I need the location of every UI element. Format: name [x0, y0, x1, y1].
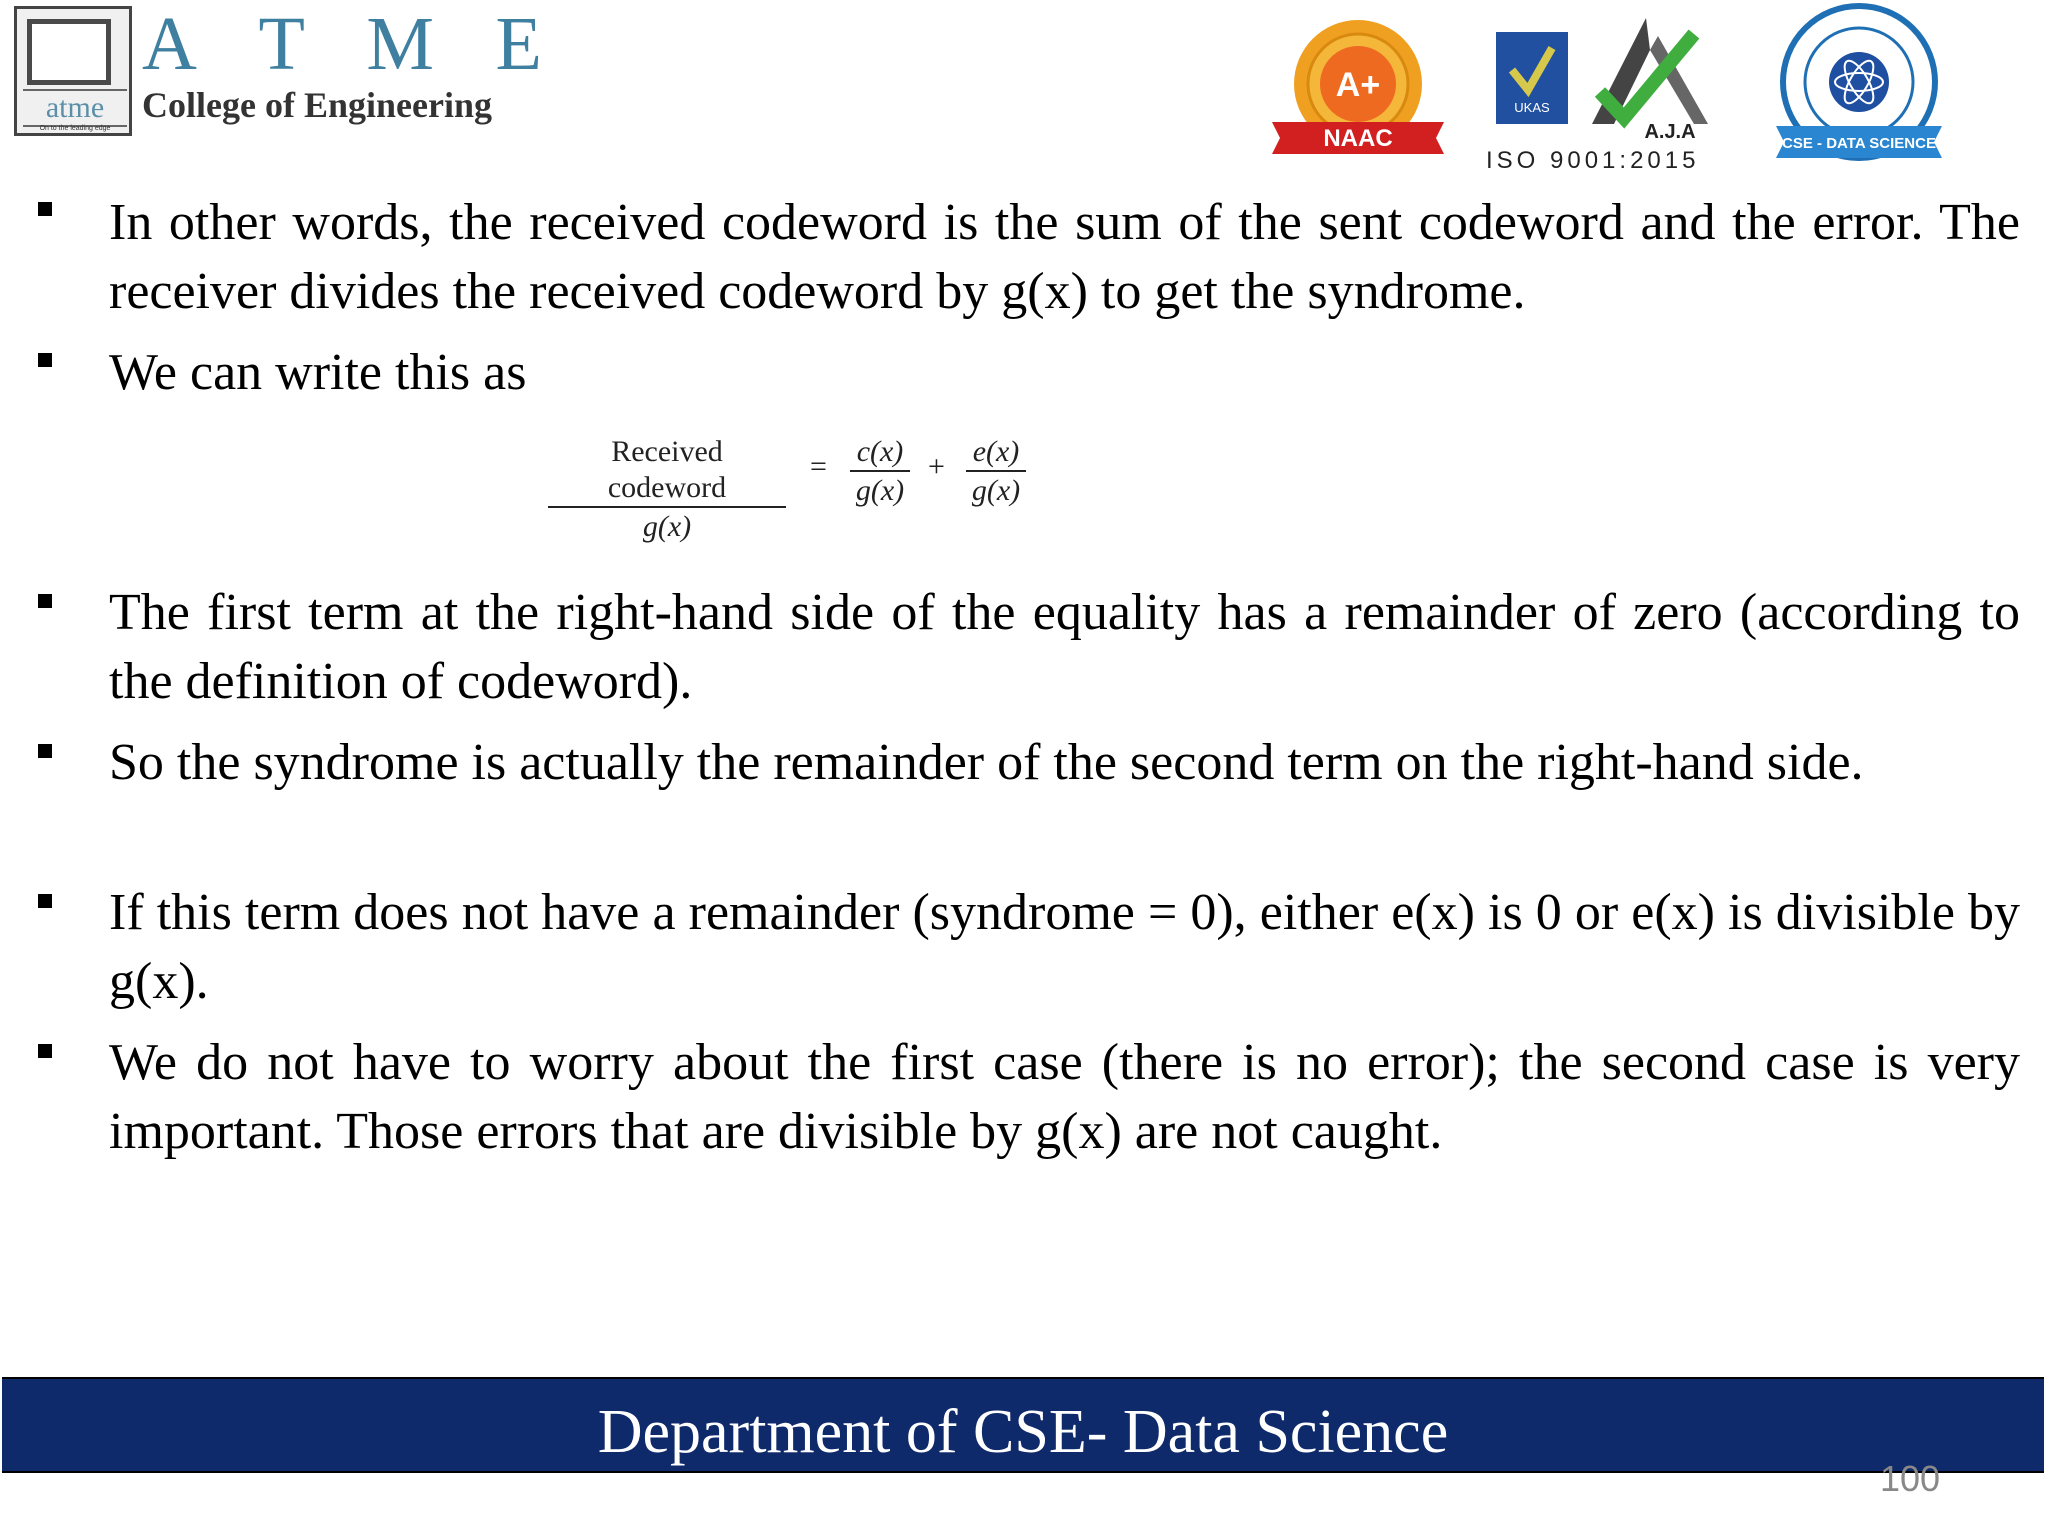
iso-text: ISO 9001:2015 — [1486, 147, 1700, 174]
logo-frame-icon — [27, 19, 111, 85]
atme-letter: E — [495, 1, 542, 86]
formula-lhs-numerator: Received codeword — [548, 434, 786, 508]
formula-term-two — [966, 434, 1026, 510]
bullet-marker — [38, 744, 52, 758]
syndrome-formula — [548, 434, 1038, 543]
iso-label — [1486, 142, 1726, 176]
atme-logo — [14, 6, 132, 136]
bullet-marker — [38, 353, 52, 367]
aja-badge — [1584, 14, 1714, 144]
bullet-text: So the syndrome is actually the remainder of the second term on the right-hand side. — [109, 734, 1864, 791]
logo-tagline: On to the leading edge — [39, 125, 111, 132]
formula-term-two-denominator: g(x) — [971, 474, 1021, 507]
atme-letter: M — [366, 1, 434, 86]
bullet-text: If this term does not have a remainder (syndrome = 0), either e(x) is 0 or e(x) is divisible by g(x). — [109, 884, 2020, 1010]
formula-term-one-numerator: c(x) — [850, 434, 910, 472]
formula-term-one — [850, 434, 910, 510]
bullet-marker — [38, 1044, 52, 1058]
bullet-marker — [38, 594, 52, 608]
aja-label: A.J.A — [1644, 121, 1696, 143]
bullet-text: In other words, the received codeword is the sum of the sent codeword and the error. The receiver divides the received codeword by g(x) to get the syndrome. — [109, 194, 2020, 320]
bullet-text: We do not have to worry about the first case (there is no error); the second case is very important. Those errors that are divisible by g(x) are not caught. — [109, 1034, 2020, 1160]
naac-grade: A+ — [1335, 66, 1381, 104]
formula-lhs-denominator: g(x) — [642, 510, 692, 543]
department-name: Department of CSE- Data Science — [597, 1398, 1449, 1466]
cse-badge — [1766, 2, 1952, 168]
naac-label: NAAC — [1323, 125, 1393, 152]
college-name: College of Engineering — [142, 85, 492, 125]
bullet-text: The first term at the right-hand side of the equality has a remainder of zero (according to the definition of codeword). — [109, 584, 2020, 710]
naac-badge — [1268, 14, 1448, 164]
formula-plus: + — [928, 450, 945, 483]
bullet-marker — [38, 202, 52, 216]
bullet-marker — [38, 894, 52, 908]
atme-wordmark — [142, 1, 542, 86]
bullet-text: We can write this as — [109, 344, 527, 401]
footer-bar — [2, 1377, 2044, 1473]
page-number: 100 — [1880, 1458, 1941, 1499]
ukas-badge — [1494, 30, 1570, 140]
formula-equals: = — [810, 450, 827, 483]
atme-letter: T — [258, 1, 305, 86]
ukas-label: UKAS — [1514, 100, 1550, 115]
cse-ribbon: CSE - DATA SCIENCE — [1782, 135, 1936, 152]
atme-letter: A — [142, 1, 197, 86]
formula-term-two-numerator: e(x) — [966, 434, 1026, 472]
logo-word: atme — [23, 89, 127, 127]
formula-lhs — [548, 434, 786, 546]
formula-term-one-denominator: g(x) — [855, 474, 905, 507]
